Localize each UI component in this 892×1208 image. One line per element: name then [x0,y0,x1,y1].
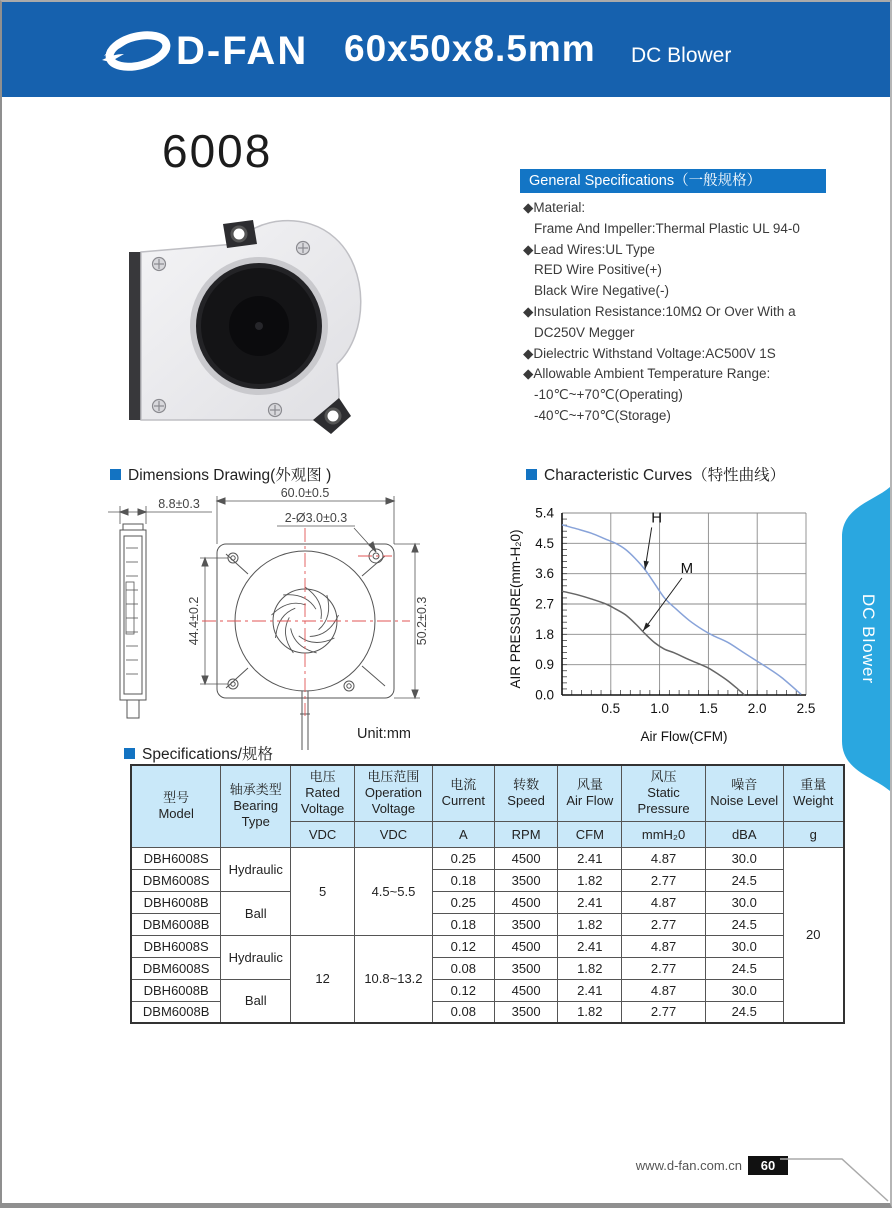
brand-name: D-FAN [176,28,309,73]
col-header-noise: 噪音 Noise Level [705,765,783,821]
unit-cell: g [783,821,844,847]
spec-line: ◆Insulation Resistance:10MΩ Or Over With a [523,303,796,319]
blue-square-icon [110,469,121,480]
side-tab-dc-blower [836,485,890,795]
page-number-badge: 60 [748,1156,788,1175]
unit-cell: mmH₂0 [622,821,706,847]
unit-cell: A [432,821,494,847]
table-row: DBH6008B Ball 0.25 4500 2.41 4.87 30.0 [131,891,844,913]
characteristic-curves-chart [504,499,826,756]
dimensions-drawing [102,488,492,763]
svg-text:1.0: 1.0 [650,701,669,716]
spec-line: -40℃~+70℃(Storage) [534,407,671,423]
spec-line: Frame And Impeller:Thermal Plastic UL 94-0 [534,220,800,236]
col-header-weight: 重量 Weight [783,765,844,821]
svg-text:M: M [680,559,694,577]
spec-line: ◆Dielectric Withstand Voltage:AC500V 1S [523,345,776,361]
table-row: DBM6008B 0.18 3500 1.82 2.77 24.5 [131,913,844,935]
col-header-current: 电流 Current [432,765,494,821]
unit-cell: VDC [355,821,433,847]
table-row: DBH6008S Hydraulic 12 10.8~13.2 0.12 4500 2.41 4.87 30.0 [131,935,844,957]
dim-inner-height: 44.4±0.2 [187,596,201,646]
col-header-model: 型号 Model [131,765,221,847]
col-header-rated-voltage: 电压 Rated Voltage [291,765,355,821]
spec-line: ◆Material: [523,200,586,215]
general-specs-title: General Specifications（一般规格） [520,169,826,193]
table-row: DBH6008S Hydraulic 5 4.5~5.5 0.25 4500 2.41 4.87 30.0 20 [131,847,844,869]
svg-text:2.5: 2.5 [796,701,816,716]
spec-line: RED Wire Positive(+) [534,262,662,278]
svg-text:0.9: 0.9 [535,657,554,673]
svg-text:0.0: 0.0 [535,687,554,703]
side-tab-label: DC Blower [859,593,878,685]
unit-cell: dBA [705,821,783,847]
specifications-table [130,764,845,1024]
section-title-curves: Characteristic Curves（特性曲线） [526,463,785,485]
unit-cell: CFM [558,821,622,847]
dim-width: 60.0±0.5 [280,488,330,500]
table-row: DBH6008B Ball 0.12 4500 2.41 4.87 30.0 [131,979,844,1001]
dim-thickness: 8.8±0.3 [158,497,200,511]
general-specs-list [523,198,863,427]
table-row: DBM6008B 0.08 3500 1.82 2.77 24.5 [131,1001,844,1023]
website-link[interactable]: www.d-fan.com.cn [635,1158,742,1173]
section-title-specifications: Specifications/规格 [124,742,273,764]
dim-height: 50.2±0.3 [415,596,429,646]
model-number: 6008 [162,125,273,177]
col-header-airflow: 风量 Air Flow [558,765,622,821]
col-header-operation-voltage: 电压范围 Operation Voltage [355,765,433,821]
blue-square-icon [526,469,537,480]
svg-text:2.0: 2.0 [747,701,767,716]
col-header-speed: 转数 Speed [494,765,558,821]
table-row: DBM6008S 0.18 3500 1.82 2.77 24.5 [131,869,844,891]
table-row: DBM6008S 0.08 3500 1.82 2.77 24.5 [131,957,844,979]
col-header-bearing: 轴承类型 Bearing Type [221,765,291,847]
svg-text:H: H [651,509,663,527]
page-title-product: DC Blower [631,44,732,67]
corner-rule-line [780,1147,890,1203]
col-header-pressure: 风压 Static Pressure [622,765,706,821]
product-photo [107,194,372,444]
page-title-size: 60x50x8.5mm [344,28,596,69]
svg-text:0.5: 0.5 [601,701,621,716]
svg-text:5.4: 5.4 [535,505,554,521]
fan-swoosh-icon [100,26,174,76]
unit-cell: RPM [494,821,558,847]
y-axis-label: AIR PRESSURE(mm-H₂0) [508,529,523,689]
section-title-dimensions: Dimensions Drawing(外观图 ) [110,463,331,485]
spec-line: Black Wire Negative(-) [534,283,670,299]
svg-text:1.5: 1.5 [699,701,718,716]
brand-logo [100,26,308,76]
spec-line: ◆Allowable Ambient Temperature Range: [523,366,771,382]
header-bar [2,2,890,97]
x-axis-label: Air Flow(CFM) [640,729,728,744]
svg-text:1.8: 1.8 [535,626,554,642]
svg-text:3.6: 3.6 [535,566,554,582]
svg-text:4.5: 4.5 [535,535,554,551]
spec-line: ◆Lead Wires:UL Type [523,241,655,257]
spec-line: -10℃~+70℃(Operating) [534,387,683,403]
unit-label: Unit:mm [357,726,411,742]
spec-line: DC250V Megger [534,324,635,340]
unit-cell: VDC [291,821,355,847]
svg-text:2.7: 2.7 [535,596,554,612]
dim-holes: 2-Ø3.0±0.3 [284,511,348,525]
